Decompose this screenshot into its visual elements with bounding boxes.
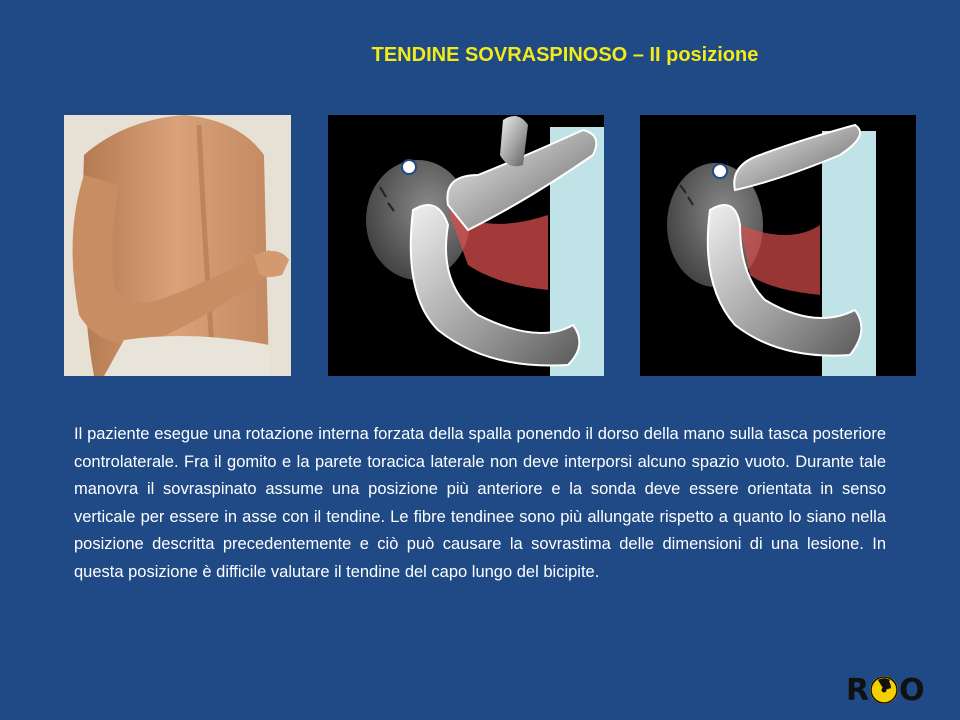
radiation-icon [870, 676, 898, 704]
shoulder-diagram-1 [328, 115, 604, 376]
shoulder-diagram-2 [640, 115, 916, 376]
description-paragraph: Il paziente esegue una rotazione interna forzata della spalla ponendo il dorso della mano sulla tasca posteriore controlaterale. Fra il gomito e la parete toracica laterale non deve interporsi alcuno spazio vuoto. Durante tale manovra il sovraspinato assume una posizione più anteriore e la sonda deve essere orientata in senso verticale per essere in asse con il tendine. Le fibre tendinee sono più allungate rispetto a quanto lo siano nella posizione descritta precedentemente e ciò può causare la sovrastima delle dimensioni di una lesione. In questa posizione è difficile valutare il tendine del capo lungo del bicipite. [74, 425, 886, 581]
patient-photo [64, 115, 291, 376]
slide-title: TENDINE SOVRASPINOSO – II posizione [371, 44, 759, 66]
rxo-logo: R O [846, 672, 925, 708]
